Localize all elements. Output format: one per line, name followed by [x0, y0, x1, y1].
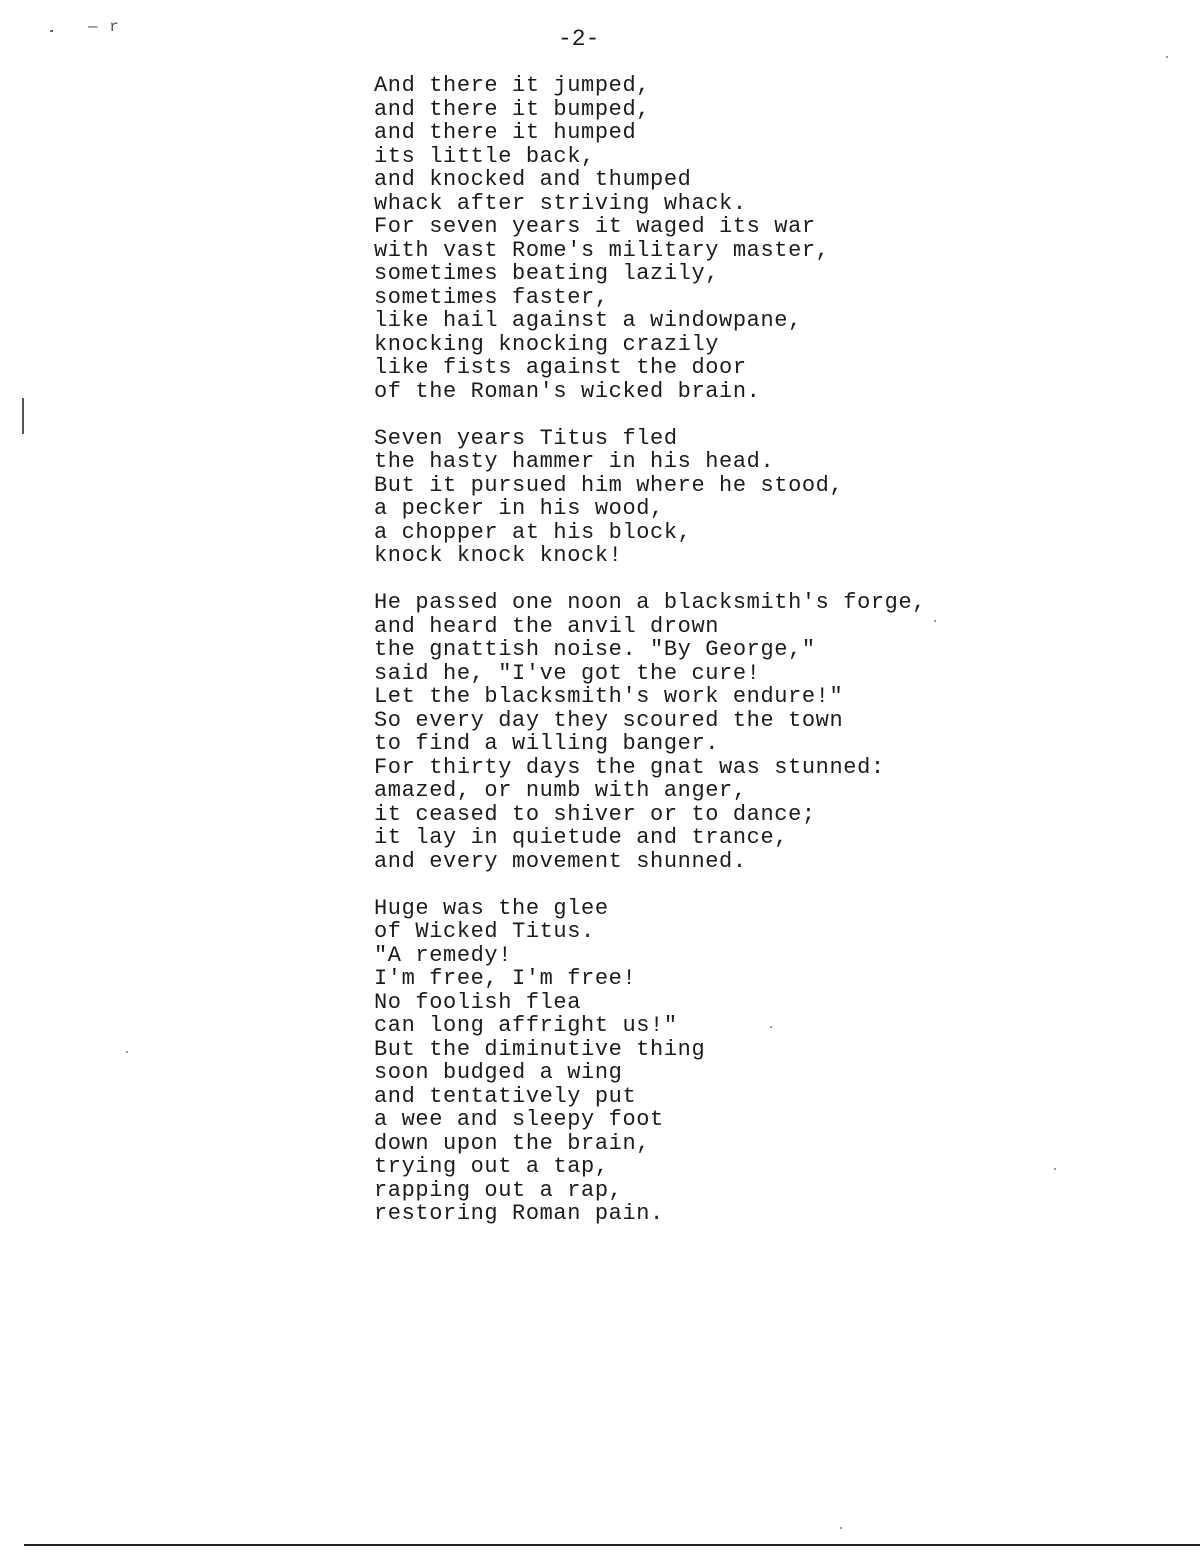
poem-line: restoring Roman pain.: [374, 1201, 664, 1226]
poem-line: a pecker in his wood,: [374, 496, 664, 521]
poem-line: its little back,: [374, 143, 595, 169]
poem-line: knock knock knock!: [374, 543, 623, 568]
poem-line: For seven years it waged its war: [374, 214, 816, 239]
poem-line: He passed one noon a blacksmith's forge,: [374, 590, 927, 615]
poem-line: Seven years Titus fled: [374, 425, 678, 451]
poem-line: But the diminutive thing: [374, 1036, 706, 1062]
poem-line: a chopper at his block,: [374, 519, 692, 545]
poem-line: Let the blacksmith's work endure!": [374, 684, 844, 709]
poem-line: So every day they scoured the town: [374, 707, 844, 733]
poem-line: Huge was the glee: [374, 895, 609, 921]
poem-line: knocking knocking crazily: [374, 331, 720, 357]
poem-line: a wee and sleepy foot: [374, 1107, 664, 1132]
poem-line: it lay in quietude and trance,: [374, 825, 789, 850]
stanza-4: [374, 897, 1014, 1226]
poem-line: with vast Rome's military master,: [374, 237, 830, 263]
poem-line: and every movement shunned.: [374, 848, 747, 874]
margin-tick: [22, 398, 24, 434]
poem-line: trying out a tap,: [374, 1154, 609, 1179]
bottom-rule: [24, 1544, 1200, 1546]
poem-line: can long affright us!": [374, 1013, 678, 1038]
poem-line: I'm free, I'm free!: [374, 966, 637, 991]
poem-line: For thirty days the gnat was stunned:: [374, 754, 885, 780]
poem-line: No foolish flea: [374, 989, 582, 1015]
poem-line: "A remedy!: [374, 942, 513, 968]
poem-line: sometimes faster,: [374, 284, 609, 310]
margin-speck: [50, 30, 53, 32]
poem-line: the hasty hammer in his head.: [374, 449, 775, 474]
scan-speck: [126, 1051, 128, 1053]
poem-body: [374, 74, 1014, 1249]
poem-line: whack after striving whack.: [374, 190, 747, 216]
poem-line: said he, "I've got the cure!: [374, 660, 761, 686]
scan-speck: [840, 1527, 842, 1529]
poem-line: sometimes beating lazily,: [374, 261, 720, 286]
scan-speck: [770, 1026, 772, 1028]
poem-line: to find a willing banger.: [374, 731, 720, 756]
scan-speck: [1054, 1168, 1056, 1170]
poem-line: But it pursued him where he stood,: [374, 472, 844, 498]
poem-line: like hail against a windowpane,: [374, 308, 802, 333]
scan-speck: [1166, 56, 1168, 58]
poem-line: amazed, or numb with anger,: [374, 778, 747, 803]
poem-line: and there it humped: [374, 120, 637, 145]
poem-line: and knocked and thumped: [374, 167, 692, 192]
poem-line: rapping out a rap,: [374, 1177, 623, 1203]
poem-line: down upon the brain,: [374, 1130, 651, 1156]
scan-speck: [934, 620, 936, 622]
poem-line: and tentatively put: [374, 1083, 637, 1109]
poem-line: and heard the anvil drown: [374, 613, 720, 639]
stanza-2: [374, 427, 1014, 568]
poem-line: like fists against the door: [374, 355, 747, 380]
poem-line: And there it jumped,: [374, 73, 651, 98]
corner-mark: — r: [88, 18, 120, 36]
poem-line: it ceased to shiver or to dance;: [374, 801, 816, 827]
poem-line: and there it bumped,: [374, 96, 651, 122]
poem-line: soon budged a wing: [374, 1060, 623, 1085]
stanza-3: [374, 591, 1014, 873]
poem-line: of the Roman's wicked brain.: [374, 378, 761, 404]
stanza-1: [374, 74, 1014, 403]
poem-line: of Wicked Titus.: [374, 919, 595, 944]
page-number: -2-: [558, 26, 600, 52]
poem-line: the gnattish noise. "By George,": [374, 637, 816, 662]
